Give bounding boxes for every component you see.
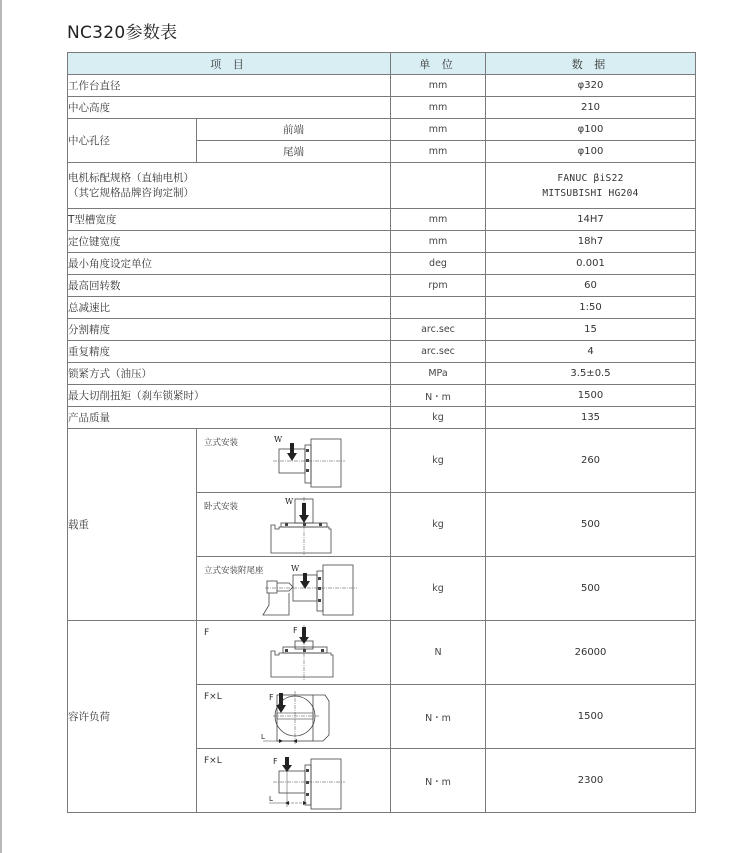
- row-value: 3.5±0.5: [486, 363, 696, 385]
- row-value: 210: [486, 97, 696, 119]
- row-unit: N: [391, 621, 486, 685]
- vertical-mount-tailstock-diagram-icon: [259, 559, 359, 621]
- svg-text:W: W: [274, 435, 283, 444]
- load-item: 载重: [68, 429, 197, 621]
- diagram-label: F: [204, 628, 210, 638]
- motor-spec-line2: （其它规格品牌咨询定制）: [68, 186, 194, 199]
- svg-text:F: F: [273, 757, 278, 766]
- row-unit: mm: [391, 141, 486, 163]
- svg-text:L: L: [269, 795, 273, 803]
- row-value: [486, 163, 696, 209]
- row-unit: kg: [391, 493, 486, 557]
- vertical-mount-diagram-icon: [267, 431, 347, 491]
- page-title: NC320参数表: [67, 23, 178, 43]
- table-row-allowable-axial: [68, 621, 696, 685]
- row-value: φ100: [486, 141, 696, 163]
- svg-text:F: F: [293, 626, 298, 635]
- diagram-label: F×L: [204, 692, 222, 702]
- table-row: [68, 363, 696, 385]
- row-unit: N・m: [391, 685, 486, 749]
- row-unit: arc.sec: [391, 319, 486, 341]
- row-subitem: 尾端: [197, 141, 391, 163]
- row-value: 1:50: [486, 297, 696, 319]
- svg-text:F: F: [269, 693, 274, 702]
- horizontal-mount-diagram-icon: [267, 495, 347, 557]
- table-row: [68, 319, 696, 341]
- row-unit: kg: [391, 407, 486, 429]
- table-header-row: [68, 53, 696, 75]
- svg-text:L: L: [261, 733, 265, 741]
- row-value: 500: [486, 557, 696, 621]
- allowable-item: 容许负荷: [68, 621, 197, 813]
- row-value: 260: [486, 429, 696, 493]
- row-unit: mm: [391, 97, 486, 119]
- row-value: φ320: [486, 75, 696, 97]
- table-row: [68, 163, 696, 209]
- page-left-border: [0, 0, 2, 853]
- row-unit: mm: [391, 75, 486, 97]
- diagram-label: F×L: [204, 756, 222, 766]
- row-value: 1500: [486, 685, 696, 749]
- row-item: 产品质量: [68, 407, 391, 429]
- row-unit: kg: [391, 557, 486, 621]
- table-row: [68, 75, 696, 97]
- row-unit: N・m: [391, 385, 486, 407]
- row-unit: mm: [391, 119, 486, 141]
- motor-spec-line1: 电机标配规格（直轴电机）: [68, 171, 194, 184]
- load-horizontal-cell: [197, 493, 391, 557]
- row-item: 最大切削扭矩（刹车锁紧时）: [68, 385, 391, 407]
- load-tailstock-cell: [197, 557, 391, 621]
- table-row: [68, 407, 696, 429]
- table-row: [68, 297, 696, 319]
- row-unit: [391, 297, 486, 319]
- motor-value-line1: FANUC βiS22: [557, 172, 624, 184]
- row-item: 锁紧方式（油压）: [68, 363, 391, 385]
- svg-text:W: W: [291, 564, 300, 573]
- row-unit: kg: [391, 429, 486, 493]
- allowable-moment-front-cell: [197, 685, 391, 749]
- diagram-label: 卧式安装: [204, 502, 239, 512]
- row-item: 最高回转数: [68, 275, 391, 297]
- row-unit: N・m: [391, 749, 486, 813]
- row-value: 135: [486, 407, 696, 429]
- row-item: 重复精度: [68, 341, 391, 363]
- load-vertical-cell: [197, 429, 391, 493]
- row-value: 18h7: [486, 231, 696, 253]
- table-row: [68, 385, 696, 407]
- row-value: 26000: [486, 621, 696, 685]
- row-subitem: 前端: [197, 119, 391, 141]
- table-row: [68, 97, 696, 119]
- diagram-label: 立式安装附尾座: [204, 566, 264, 576]
- row-item: 最小角度设定单位: [68, 253, 391, 275]
- row-item: 分割精度: [68, 319, 391, 341]
- row-value: 14H7: [486, 209, 696, 231]
- table-row: [68, 119, 696, 141]
- row-unit: MPa: [391, 363, 486, 385]
- row-value: 4: [486, 341, 696, 363]
- row-item: 工作台直径: [68, 75, 391, 97]
- allowable-moment-side-cell: [197, 749, 391, 813]
- row-item: T型槽宽度: [68, 209, 391, 231]
- header-unit: 单 位: [391, 53, 486, 75]
- moment-side-diagram-icon: [267, 751, 347, 813]
- motor-value-line2: MITSUBISHI HG204: [542, 187, 639, 199]
- row-item: 定位键宽度: [68, 231, 391, 253]
- row-unit: mm: [391, 231, 486, 253]
- row-value: 1500: [486, 385, 696, 407]
- table-row: [68, 253, 696, 275]
- row-value: 0.001: [486, 253, 696, 275]
- table-row: [68, 341, 696, 363]
- moment-front-diagram-icon: [233, 687, 343, 749]
- table-row-load-vertical: [68, 429, 696, 493]
- row-value: 2300: [486, 749, 696, 813]
- row-item: 中心高度: [68, 97, 391, 119]
- table-row: [68, 209, 696, 231]
- row-item: 中心孔径: [68, 119, 197, 163]
- diagram-label: 立式安装: [204, 438, 239, 448]
- row-unit: mm: [391, 209, 486, 231]
- header-data: 数 据: [486, 53, 696, 75]
- row-unit: rpm: [391, 275, 486, 297]
- row-unit: arc.sec: [391, 341, 486, 363]
- svg-text:W: W: [285, 497, 294, 506]
- row-unit: [391, 163, 486, 209]
- header-item: 项 目: [68, 53, 391, 75]
- spec-table: [67, 52, 696, 813]
- row-value: 60: [486, 275, 696, 297]
- row-value: φ100: [486, 119, 696, 141]
- row-item: [68, 163, 391, 209]
- allowable-axial-cell: [197, 621, 391, 685]
- row-value: 500: [486, 493, 696, 557]
- table-row: [68, 231, 696, 253]
- row-value: 15: [486, 319, 696, 341]
- axial-force-diagram-icon: [267, 623, 347, 685]
- row-unit: deg: [391, 253, 486, 275]
- table-row: [68, 275, 696, 297]
- row-item: 总减速比: [68, 297, 391, 319]
